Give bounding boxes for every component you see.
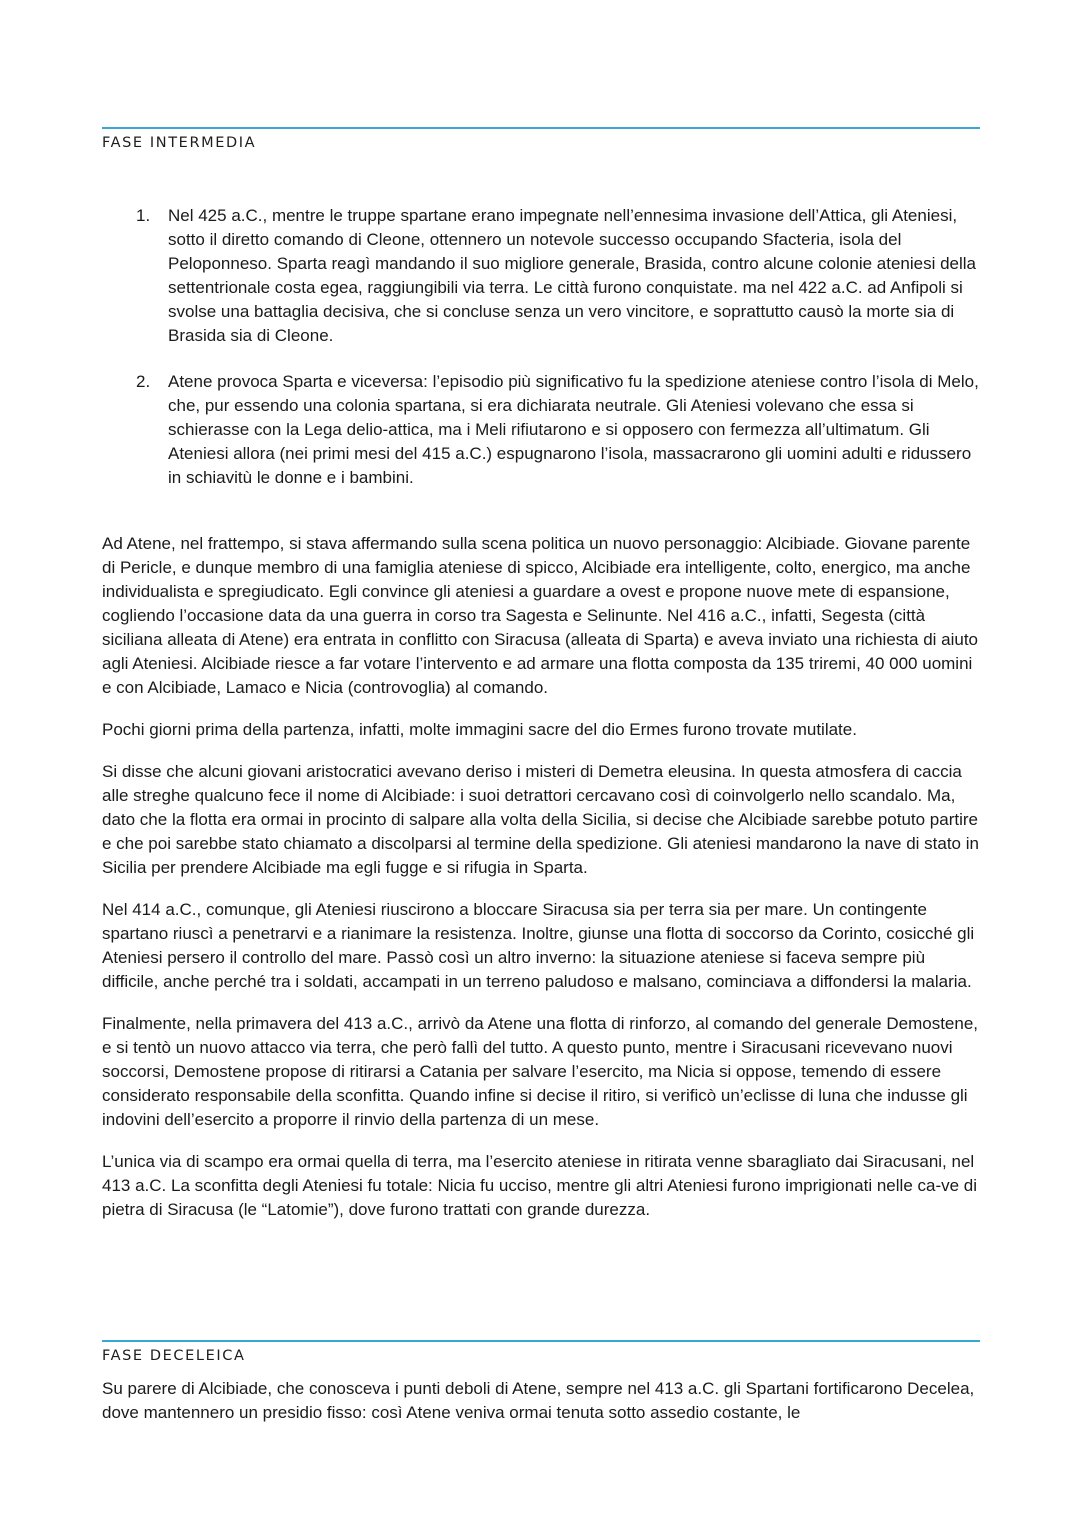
list-item-text: Nel 425 a.C., mentre le truppe spartane erano impegnate nell’ennesima invasione dell’Attica, gli Ateniesi, sotto il diretto comando di Cleone, ottennero un notevole successo occupando Sfacteria, isola del Peloponneso. Sparta reagì mandando il suo migliore generale, Brasida, contro alcune colonie ateniesi della settentrionale costa egea, raggiungibili via terra. Le città furono conquistate. ma nel 422 a.C. ad Anfipoli si svolse una battaglia decisiva, che si concluse senza un vero vincitore, e soprattutto causò la morte sia di Brasida sia di Cleone. [168, 206, 977, 345]
body-text-deceleica [102, 1377, 980, 1443]
paragraph: Nel 414 a.C., comunque, gli Ateniesi riuscirono a bloccare Siracusa sia per terra sia per mare. Un contingente spartano riuscì a penetrarvi e a rianimare la resistenza. Inoltre, giunse una flotta di soccorso da Corinto, cosicché gli Ateniesi persero il controllo del mare. Passò così un altro inverno: la situazione ateniese si faceva sempre più difficile, anche perché tra i soldati, accampati in un terreno paludoso e malsano, cominciava a diffondersi la malaria. [102, 900, 975, 991]
paragraph: Finalmente, nella primavera del 413 a.C., arrivò da Atene una flotta di rinforzo, al comando del generale Demostene, e si tentò un nuovo attacco via terra, che però fallì del tutto. A questo punto, mentre i Siracusani ricevevano nuovi soccorsi, Demostene propose di ritirarsi a Catania per salvare l’esercito, ma Nicia si oppose, temendo di essere considerato responsabile della sconfitta. Quando infine si decise il ritiro, si verificò un’eclisse di luna che indusse gli indovini dell’esercito a proporre il rinvio della partenza di un mese. [102, 1014, 978, 1129]
list-item [102, 370, 980, 490]
paragraph: Ad Atene, nel frattempo, si stava affermando sulla scena politica un nuovo personaggio: Alcibiade. Giovane parente di Pericle, e dunque membro di una famiglia ateniese di spicco, Alcibiade era intelligente, colto, energico, ma anche individualista e spregiudicato. Egli convince gli ateniesi a guardare a ovest e propone nuove mete di espansione, cogliendo l’occasione data da una guerra in corso tra Sagesta e Selinunte. Nel 416 a.C., infatti, Segesta (città siciliana alleata di Atene) era entrata in conflitto con Siracusa (alleata di Sparta) e aveva inviato una richiesta di aiuto agli Ateniesi. Alcibiade riesce a far votare l’intervento e ad armare una flotta composta da 135 triremi, 40 000 uomini e con Alcibiade, Lamaco e Nicia (controvoglia) al comando. [102, 534, 979, 697]
section-header-fase-deceleica [102, 1340, 980, 1364]
body-text [102, 532, 980, 1240]
list-number: 1. [136, 206, 151, 225]
paragraph: L’unica via di scampo era ormai quella di terra, ma l’esercito ateniese in ritirata venne sbaragliato dai Siracusani, nel 413 a.C. La sconfitta degli Ateniesi fu totale: Nicia fu ucciso, mentre gli altri Ateniesi furono imprigionati nelle ca-ve di pietra di Siracusa (le “Latomie”), dove furono trattati con grande durezza. [102, 1152, 978, 1219]
paragraph: Pochi giorni prima della partenza, infatti, molte immagini sacre del dio Ermes furono trovate mutilate. [102, 720, 857, 739]
paragraph: Su parere di Alcibiade, che conosceva i punti deboli di Atene, sempre nel 413 a.C. gli Spartani fortificarono Decelea, dove mantennero un presidio fisso: così Atene veniva ormai tenuta sotto assedio costante, le [102, 1379, 975, 1422]
section-header-fase-intermedia [102, 127, 980, 151]
list-item [102, 204, 980, 348]
list-number: 2. [136, 372, 151, 391]
list-item-text: Atene provoca Sparta e viceversa: l’episodio più significativo fu la spedizione ateniese contro l’isola di Melo, che, pur essendo una colonia spartana, si era dichiarata neutrale. Gli Ateniesi volevano che essa si schierasse con la Lega delio-attica, ma i Meli rifiutarono e si opposero con fermezza all’ultimatum. Gli Ateniesi allora (nei primi mesi del 415 a.C.) espugnarono l’isola, massacrarono gli uomini adulti e ridussero in schiavitù le donne e i bambini. [168, 372, 979, 487]
section-title: FASE INTERMEDIA [102, 135, 257, 151]
numbered-list [102, 204, 980, 512]
paragraph: Si disse che alcuni giovani aristocratici avevano deriso i misteri di Demetra eleusina. In questa atmosfera di caccia alle streghe qualcuno fece il nome di Alcibiade: i suoi detrattori cercavano così di coinvolgerlo nello scandalo. Ma, dato che la flotta era ormai in procinto di salpare alla volta della Sicilia, si decise che Alcibiade sarebbe potuto partire e che poi sarebbe stato chiamato a discolparsi al termine della spedizione. Gli ateniesi mandarono la nave di stato in Sicilia per prendere Alcibiade ma egli fugge e si rifugia in Sparta. [102, 762, 979, 877]
section-title: FASE DECELEICA [102, 1348, 246, 1364]
